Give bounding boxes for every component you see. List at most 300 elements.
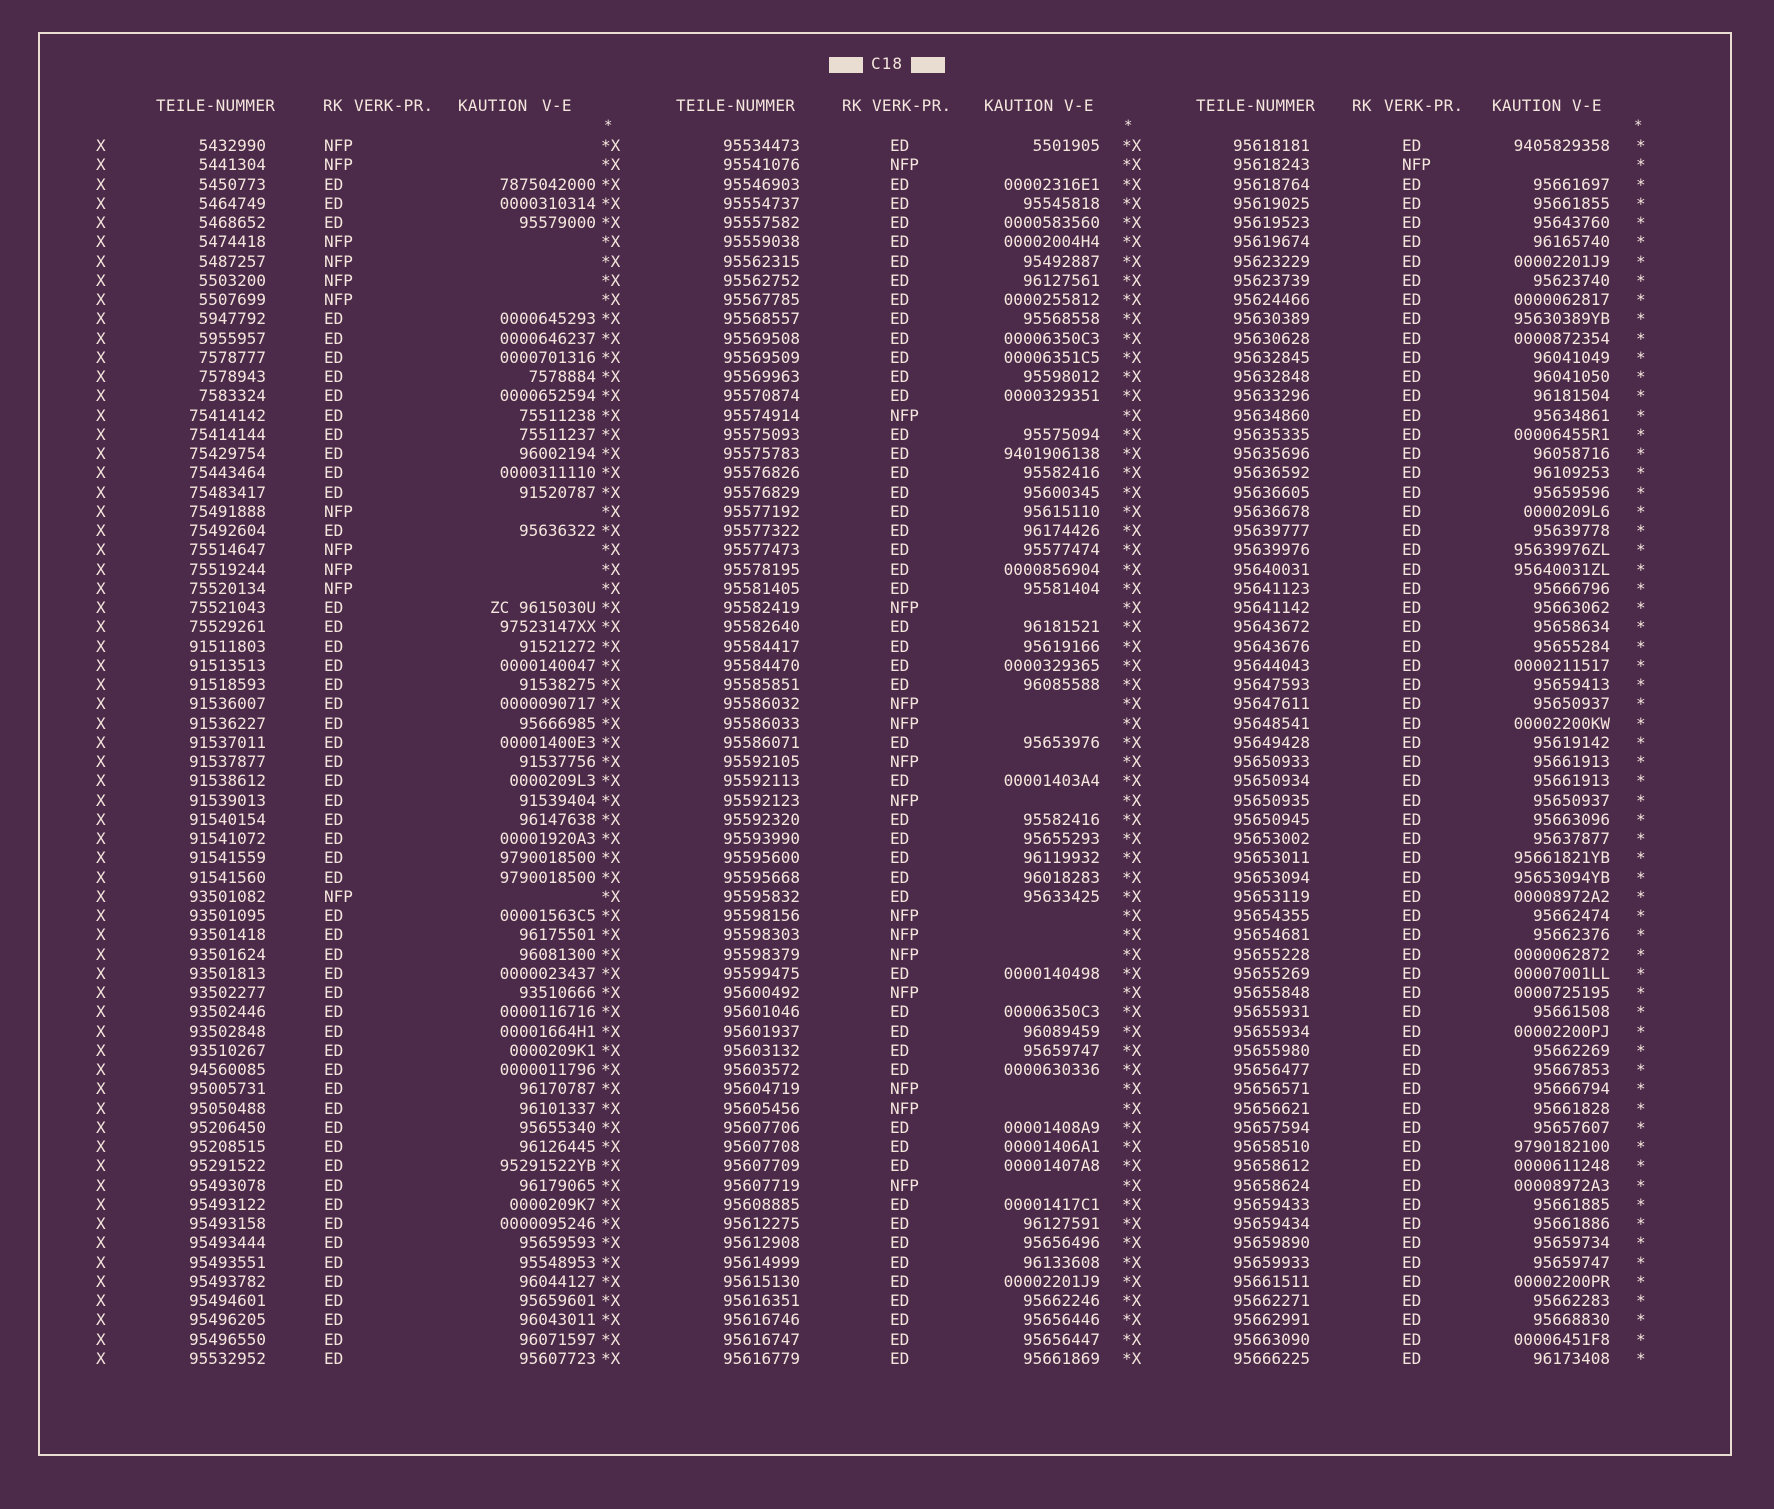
rk-code: NFP — [890, 906, 919, 925]
teile-nummer: 95655980 — [1232, 1040, 1310, 1060]
row-end-marker: *X — [601, 636, 621, 656]
header-kaution: KAUTION — [1492, 96, 1562, 115]
row-end-marker: * — [1636, 155, 1646, 175]
row-end-marker: *X — [601, 1348, 621, 1368]
row-marker: X — [96, 1214, 106, 1233]
rk-code: ED — [890, 1214, 910, 1233]
teile-nummer: 95666225 — [1232, 1348, 1310, 1368]
kaution-value: 96041049 — [1532, 347, 1610, 367]
kaution-value: 95666794 — [1532, 1079, 1610, 1099]
teile-nummer: 95050488 — [188, 1098, 266, 1118]
row-end-marker: *X — [601, 1156, 621, 1176]
kaution-value: 0000140498 — [1003, 963, 1100, 983]
teile-nummer: 75492604 — [188, 521, 266, 540]
row-marker: X — [96, 809, 106, 829]
rk-code: ED — [324, 1252, 344, 1272]
row-end-marker: *X — [1122, 270, 1142, 290]
rk-code: ED — [324, 1117, 344, 1137]
teile-nummer: 95654355 — [1232, 906, 1310, 925]
row-end-marker: *X — [601, 829, 621, 848]
teile-nummer: 5450773 — [198, 174, 266, 194]
row-end-marker: * — [1636, 328, 1646, 348]
row-end-marker: *X — [601, 655, 621, 675]
kaution-value: 00001408A9 — [1003, 1117, 1100, 1137]
page-frame — [38, 32, 1732, 1456]
row-end-marker: * — [1636, 963, 1646, 983]
teile-nummer: 95612275 — [722, 1214, 800, 1233]
rk-code: ED — [890, 848, 910, 868]
teile-nummer: 91541072 — [188, 829, 266, 848]
kaution-value: ZC 9615030U — [490, 598, 596, 617]
row-end-marker: * — [1636, 540, 1646, 560]
rk-code: ED — [1402, 1348, 1422, 1368]
row-marker: X — [96, 232, 106, 252]
kaution-value: 95659601 — [518, 1291, 596, 1310]
rk-code: ED — [324, 1348, 344, 1368]
rk-code: ED — [890, 444, 910, 463]
row-end-marker: *X — [1122, 886, 1142, 906]
kaution-value: 95598012 — [1022, 367, 1100, 386]
header-ve: V-E — [1572, 96, 1602, 115]
row-end-marker: *X — [601, 694, 621, 714]
rk-code: ED — [1402, 386, 1422, 406]
rk-code: NFP — [324, 886, 353, 906]
kaution-value: 0000652594 — [499, 386, 596, 406]
teile-nummer: 95494601 — [188, 1291, 266, 1310]
row-end-marker: *X — [1122, 251, 1142, 271]
row-end-marker: * — [1636, 501, 1646, 521]
row-end-marker: *X — [1122, 713, 1142, 733]
row-end-marker: *X — [1122, 1098, 1142, 1118]
rk-code: ED — [1402, 1021, 1422, 1041]
row-end-marker: * — [1636, 309, 1646, 329]
kaution-value: 95655340 — [518, 1117, 596, 1137]
teile-nummer: 93501813 — [188, 963, 266, 983]
row-end-marker: *X — [1122, 309, 1142, 329]
teile-nummer: 95603132 — [722, 1040, 800, 1060]
rk-code: ED — [890, 540, 910, 560]
rk-code: ED — [324, 1079, 344, 1099]
kaution-value: 96018283 — [1022, 867, 1100, 887]
rk-code: ED — [324, 694, 344, 714]
rk-code: NFP — [890, 713, 919, 733]
teile-nummer: 95655931 — [1232, 1002, 1310, 1022]
teile-nummer: 95582640 — [722, 617, 800, 637]
teile-nummer: 95291522 — [188, 1156, 266, 1176]
rk-code: NFP — [890, 405, 919, 425]
teile-nummer: 95657594 — [1232, 1117, 1310, 1137]
row-end-marker: *X — [601, 1233, 621, 1253]
rk-code: ED — [890, 636, 910, 656]
row-end-marker: *X — [1122, 501, 1142, 521]
row-marker: X — [96, 463, 106, 483]
rk-code: ED — [1402, 463, 1422, 483]
teile-nummer: 95635335 — [1232, 424, 1310, 444]
row-marker: X — [96, 309, 106, 329]
teile-nummer: 5955957 — [198, 328, 266, 348]
kaution-value: 0000583560 — [1003, 213, 1100, 232]
row-end-marker: * — [1636, 1310, 1646, 1330]
row-end-marker: *X — [1122, 655, 1142, 675]
kaution-value: 00001407A8 — [1003, 1156, 1100, 1176]
rk-code: ED — [324, 193, 344, 213]
rk-code: NFP — [324, 578, 353, 598]
kaution-value: 96101337 — [518, 1098, 596, 1118]
teile-nummer: 95595832 — [722, 886, 800, 906]
teile-nummer: 95005731 — [188, 1079, 266, 1099]
teile-nummer: 5507699 — [198, 290, 266, 309]
kaution-value: 97523147XX — [499, 617, 596, 637]
row-marker: X — [96, 174, 106, 194]
rk-code: ED — [1402, 983, 1422, 1002]
row-end-marker: *X — [601, 790, 621, 810]
teile-nummer: 95600492 — [722, 983, 800, 1002]
row-end-marker: *X — [601, 1040, 621, 1060]
rk-code: ED — [890, 251, 910, 271]
kaution-value: 95659413 — [1532, 675, 1610, 694]
row-marker: X — [96, 367, 106, 386]
rk-code: NFP — [890, 925, 919, 945]
kaution-value: 95623740 — [1532, 270, 1610, 290]
kaution-value: 7578884 — [528, 367, 596, 386]
row-end-marker: *X — [1122, 1079, 1142, 1099]
kaution-value: 95579000 — [518, 213, 596, 232]
kaution-value: 95662474 — [1532, 906, 1610, 925]
rk-code: ED — [890, 617, 910, 637]
kaution-value: 96043011 — [518, 1310, 596, 1330]
row-marker: X — [96, 193, 106, 213]
rk-code: ED — [324, 906, 344, 925]
rk-code: ED — [324, 463, 344, 483]
rk-code: ED — [1402, 732, 1422, 752]
rk-code: ED — [1402, 270, 1422, 290]
kaution-value: 00002200PJ — [1513, 1021, 1610, 1041]
teile-nummer: 95577192 — [722, 501, 800, 521]
rk-code: ED — [890, 424, 910, 444]
row-end-marker: * — [1636, 1040, 1646, 1060]
kaution-value: 00008972A2 — [1513, 886, 1610, 906]
kaution-value: 0000062872 — [1513, 944, 1610, 964]
row-marker: X — [96, 1060, 106, 1079]
rk-code: ED — [890, 174, 910, 194]
kaution-value: 9790182100 — [1513, 1137, 1610, 1156]
row-end-marker: *X — [1122, 1310, 1142, 1330]
teile-nummer: 91540154 — [188, 809, 266, 829]
kaution-value: 0000725195 — [1513, 983, 1610, 1002]
kaution-value: 95637877 — [1532, 829, 1610, 848]
teile-nummer: 75529261 — [188, 617, 266, 637]
teile-nummer: 75520134 — [188, 578, 266, 598]
rk-code: ED — [890, 1233, 910, 1253]
rk-code: ED — [890, 386, 910, 406]
teile-nummer: 95567785 — [722, 290, 800, 309]
kaution-value: 0000645293 — [499, 309, 596, 329]
teile-nummer: 95632848 — [1232, 367, 1310, 386]
kaution-value: 95661855 — [1532, 193, 1610, 213]
teile-nummer: 95592123 — [722, 790, 800, 810]
top-star-1: * — [604, 118, 613, 134]
rk-code: ED — [324, 598, 344, 617]
rk-code: ED — [324, 752, 344, 771]
rk-code: ED — [1402, 559, 1422, 579]
row-end-marker: *X — [1122, 136, 1142, 155]
kaution-value: 0000140047 — [499, 655, 596, 675]
kaution-value: 95661886 — [1532, 1214, 1610, 1233]
teile-nummer: 95661511 — [1232, 1271, 1310, 1291]
kaution-value: 95607723 — [518, 1348, 596, 1368]
teile-nummer: 95623229 — [1232, 251, 1310, 271]
rk-code: ED — [324, 1040, 344, 1060]
kaution-value: 0000090717 — [499, 694, 596, 714]
header-verk: VERK-PR. — [354, 96, 434, 115]
row-marker: X — [96, 386, 106, 406]
header-verk: VERK-PR. — [872, 96, 952, 115]
kaution-value: 96133608 — [1022, 1252, 1100, 1272]
kaution-value: 95656446 — [1022, 1310, 1100, 1330]
teile-nummer: 95630628 — [1232, 328, 1310, 348]
rk-code: NFP — [324, 136, 353, 155]
rk-code: ED — [1402, 1271, 1422, 1291]
row-end-marker: *X — [1122, 1002, 1142, 1022]
kaution-value: 95575094 — [1022, 424, 1100, 444]
row-end-marker: *X — [1122, 752, 1142, 771]
kaution-value: 95291522YB — [499, 1156, 596, 1176]
row-end-marker: *X — [1122, 1021, 1142, 1041]
kaution-value: 0000209L3 — [509, 771, 596, 791]
row-marker: X — [96, 598, 106, 617]
rk-code: ED — [324, 655, 344, 675]
teile-nummer: 95568557 — [722, 309, 800, 329]
teile-nummer: 95659434 — [1232, 1214, 1310, 1233]
kaution-value: 0000255812 — [1003, 290, 1100, 309]
teile-nummer: 95534473 — [722, 136, 800, 155]
rk-code: ED — [324, 848, 344, 868]
rk-code: ED — [1402, 540, 1422, 560]
kaution-value: 95668830 — [1532, 1310, 1610, 1330]
teile-nummer: 93502848 — [188, 1021, 266, 1041]
rk-code: ED — [324, 1194, 344, 1214]
rk-code: ED — [1402, 174, 1422, 194]
row-end-marker: * — [1636, 848, 1646, 868]
row-end-marker: *X — [601, 386, 621, 406]
teile-nummer: 95623739 — [1232, 270, 1310, 290]
row-marker: X — [96, 1079, 106, 1099]
rk-code: ED — [1402, 790, 1422, 810]
rk-code: ED — [1402, 328, 1422, 348]
row-marker: X — [96, 136, 106, 155]
rk-code: NFP — [890, 155, 919, 175]
row-end-marker: * — [1636, 290, 1646, 309]
row-end-marker: *X — [1122, 1194, 1142, 1214]
header-verk: VERK-PR. — [1384, 96, 1464, 115]
kaution-value: 95545818 — [1022, 193, 1100, 213]
kaution-value: 5501905 — [1032, 136, 1100, 155]
teile-nummer: 91513513 — [188, 655, 266, 675]
teile-nummer: 95603572 — [722, 1060, 800, 1079]
row-end-marker: *X — [601, 424, 621, 444]
row-end-marker: *X — [1122, 617, 1142, 637]
row-end-marker: *X — [1122, 290, 1142, 309]
kaution-value: 0000062817 — [1513, 290, 1610, 309]
rk-code: ED — [324, 174, 344, 194]
rk-code: ED — [324, 617, 344, 637]
row-marker: X — [96, 1252, 106, 1272]
rk-code: ED — [324, 925, 344, 945]
teile-nummer: 95493158 — [188, 1214, 266, 1233]
row-marker: X — [96, 1021, 106, 1041]
kaution-value: 95661828 — [1532, 1098, 1610, 1118]
teile-nummer: 95559038 — [722, 232, 800, 252]
rk-code: ED — [1402, 617, 1422, 637]
kaution-value: 00002004H4 — [1003, 232, 1100, 252]
teile-nummer: 95640031 — [1232, 559, 1310, 579]
row-end-marker: *X — [601, 906, 621, 925]
rk-code: ED — [890, 463, 910, 483]
teile-nummer: 95575093 — [722, 424, 800, 444]
teile-nummer: 95653002 — [1232, 829, 1310, 848]
teile-nummer: 7578777 — [198, 347, 266, 367]
kaution-value: 9790018500 — [499, 848, 596, 868]
teile-nummer: 95598379 — [722, 944, 800, 964]
row-end-marker: *X — [1122, 1060, 1142, 1079]
row-end-marker: * — [1636, 944, 1646, 964]
teile-nummer: 95653119 — [1232, 886, 1310, 906]
teile-nummer: 7578943 — [198, 367, 266, 386]
rk-code: ED — [324, 867, 344, 887]
kaution-value: 00008972A3 — [1513, 1175, 1610, 1195]
rk-code: ED — [890, 136, 910, 155]
kaution-value: 00002316E1 — [1003, 174, 1100, 194]
row-end-marker: *X — [601, 309, 621, 329]
rk-code: ED — [890, 213, 910, 232]
kaution-value: 0000856904 — [1003, 559, 1100, 579]
teile-nummer: 93501095 — [188, 906, 266, 925]
row-end-marker: *X — [601, 559, 621, 579]
row-marker: X — [96, 1233, 106, 1253]
row-end-marker: * — [1636, 1291, 1646, 1310]
row-end-marker: * — [1636, 598, 1646, 617]
row-end-marker: *X — [601, 1291, 621, 1310]
row-marker: X — [96, 752, 106, 771]
kaution-value: 75511237 — [518, 424, 596, 444]
row-end-marker: *X — [601, 1002, 621, 1022]
teile-nummer: 5464749 — [198, 193, 266, 213]
teile-nummer: 95569963 — [722, 367, 800, 386]
teile-nummer: 95541076 — [722, 155, 800, 175]
rk-code: ED — [324, 1233, 344, 1253]
row-end-marker: *X — [1122, 790, 1142, 810]
teile-nummer: 95653011 — [1232, 848, 1310, 868]
header-rk: RK — [1352, 96, 1372, 115]
row-marker: X — [96, 675, 106, 694]
kaution-value: 95548953 — [518, 1252, 596, 1272]
row-end-marker: *X — [1122, 232, 1142, 252]
teile-nummer: 95585851 — [722, 675, 800, 694]
kaution-value: 95640031ZL — [1513, 559, 1610, 579]
rk-code: ED — [324, 1271, 344, 1291]
row-end-marker: *X — [1122, 213, 1142, 232]
row-marker: X — [96, 1117, 106, 1137]
teile-nummer: 95493551 — [188, 1252, 266, 1272]
rk-code: NFP — [890, 983, 919, 1002]
teile-nummer: 95601937 — [722, 1021, 800, 1041]
rk-code: ED — [1402, 1079, 1422, 1099]
kaution-value: 95568558 — [1022, 309, 1100, 329]
row-marker: X — [96, 521, 106, 540]
teile-nummer: 5441304 — [198, 155, 266, 175]
teile-nummer: 95614999 — [722, 1252, 800, 1272]
kaution-value: 00006350C3 — [1003, 1002, 1100, 1022]
row-end-marker: * — [1636, 867, 1646, 887]
row-end-marker: * — [1636, 752, 1646, 771]
teile-nummer: 95650934 — [1232, 771, 1310, 791]
teile-nummer: 95650935 — [1232, 790, 1310, 810]
kaution-value: 95656496 — [1022, 1233, 1100, 1253]
kaution-value: 9401906138 — [1003, 444, 1100, 463]
row-end-marker: * — [1636, 1002, 1646, 1022]
row-end-marker: *X — [601, 617, 621, 637]
rk-code: ED — [1402, 829, 1422, 848]
row-end-marker: * — [1636, 1252, 1646, 1272]
teile-nummer: 5503200 — [198, 270, 266, 290]
rk-code: NFP — [890, 694, 919, 714]
teile-nummer: 95592105 — [722, 752, 800, 771]
row-marker: X — [96, 636, 106, 656]
row-end-marker: *X — [1122, 444, 1142, 463]
rk-code: ED — [1402, 232, 1422, 252]
rk-code: ED — [890, 732, 910, 752]
rk-code: ED — [1402, 521, 1422, 540]
kaution-value: 95666985 — [518, 713, 596, 733]
row-marker: X — [96, 906, 106, 925]
header-kaution: KAUTION — [458, 96, 528, 115]
kaution-value: 95639976ZL — [1513, 540, 1610, 560]
row-end-marker: * — [1636, 732, 1646, 752]
teile-nummer: 5432990 — [198, 136, 266, 155]
rk-code: ED — [1402, 1117, 1422, 1137]
rk-code: ED — [324, 347, 344, 367]
rk-code: NFP — [324, 270, 353, 290]
teile-nummer: 95546903 — [722, 174, 800, 194]
teile-nummer: 95206450 — [188, 1117, 266, 1137]
rk-code: ED — [324, 636, 344, 656]
kaution-value: 0000311110 — [499, 463, 596, 483]
teile-nummer: 93501082 — [188, 886, 266, 906]
row-end-marker: * — [1636, 1156, 1646, 1176]
kaution-value: 95633425 — [1022, 886, 1100, 906]
teile-nummer: 95624466 — [1232, 290, 1310, 309]
row-marker: X — [96, 963, 106, 983]
row-end-marker: *X — [601, 290, 621, 309]
kaution-value: 95662376 — [1532, 925, 1610, 945]
kaution-value: 95655293 — [1022, 829, 1100, 848]
rk-code: ED — [890, 559, 910, 579]
row-end-marker: * — [1636, 136, 1646, 155]
rk-code: NFP — [890, 1079, 919, 1099]
rk-code: ED — [1402, 886, 1422, 906]
kaution-value: 96179065 — [518, 1175, 596, 1195]
rk-code: ED — [1402, 290, 1422, 309]
teile-nummer: 95644043 — [1232, 655, 1310, 675]
teile-nummer: 95616351 — [722, 1291, 800, 1310]
rk-code: ED — [1402, 655, 1422, 675]
kaution-value: 95615110 — [1022, 501, 1100, 521]
row-end-marker: * — [1636, 347, 1646, 367]
rk-code: ED — [890, 328, 910, 348]
row-end-marker: * — [1636, 906, 1646, 925]
rk-code: ED — [324, 713, 344, 733]
teile-nummer: 95575783 — [722, 444, 800, 463]
